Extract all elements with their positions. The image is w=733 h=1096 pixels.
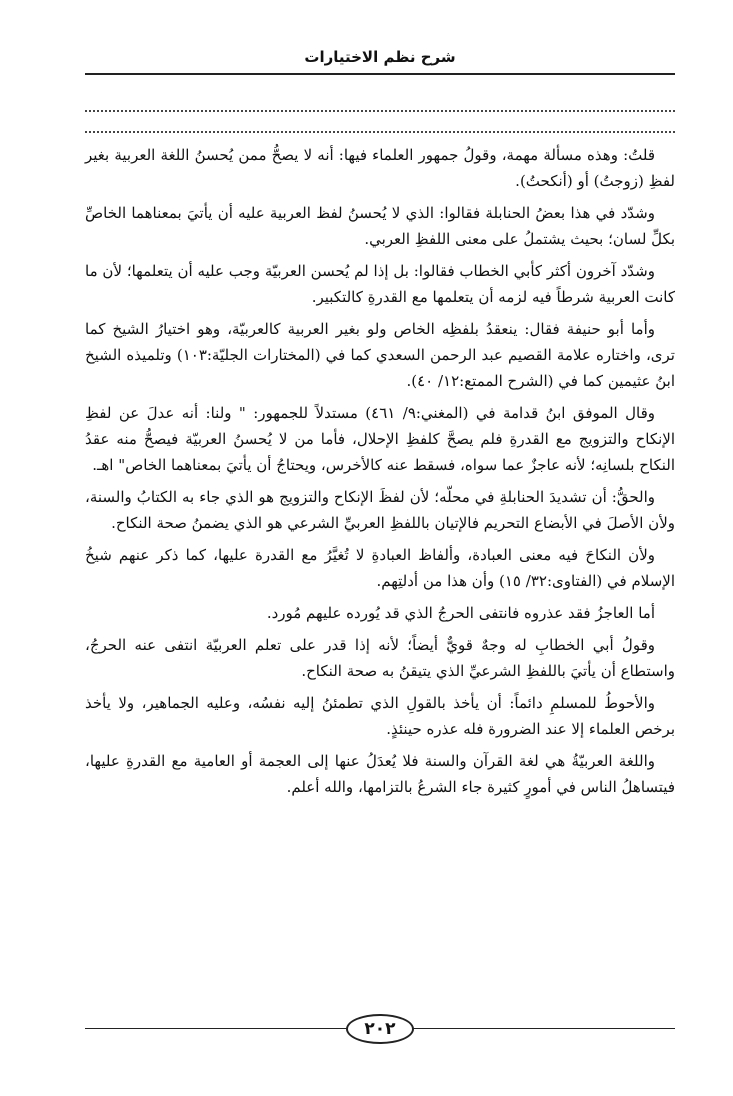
paragraph: والأحوطُ للمسلمِ دائماً: أن يأخذ بالقولِ الذي تطمئنُ إليه نفسُه، وعليه الجماهير، ولا يأخذ برخص العلماء إلا عند الضرورة فله عذره حينئذٍ. xyxy=(85,694,675,738)
paragraph: وشدّد آخرون أكثر كأبي الخطاب فقالوا: بل إذا لم يُحسن العربيّة وجب عليه أن يتعلمها؛ لأن ما كانت العربية شرطاً فيه لزمه أن يتعلمها مع القدرةِ كالتكبير. xyxy=(85,262,675,306)
page-footer xyxy=(85,1014,675,1044)
paragraph: وقولُ أبي الخطابِ له وجهٌ قويٌّ أيضاً؛ لأنه إذا قدر على تعلم العربيّة انتفى عنه الحرجُ، واستطاع أن يأتيَ باللفظِ الشرعيِّ الذي يتيقنُ به صحة النكاح. xyxy=(85,636,675,680)
paragraph: والحقُّ: أن تشديدَ الحنابلةِ في محلّه؛ لأن لفظَ الإنكاح والتزويج هو الذي جاء به الكتابُ والسنة، ولأن الأصلَ في الأبضاع التحريم فالإتيان باللفظِ العربيِّ الشرعي هو الذي يضمنُ صحة النكاح. xyxy=(85,488,675,532)
page-body xyxy=(85,142,675,806)
paragraph: قلتُ: وهذه مسألة مهمة، وقولُ جمهور العلماء فيها: أنه لا يصحُّ ممن يُحسنُ اللغة العربية بغير لفظِ (زوجتُ) أو (أنكحتُ). xyxy=(85,146,675,190)
paragraph: واللغة العربيّةُ هي لغة القرآن والسنة فلا يُعدَلُ عنها إلى العجمة أو العامية مع القدرةِ عليها، فيتساهلُ الناس في أمورٍ كثيرة جاء الشرعُ بالتزامها، والله أعلم. xyxy=(85,752,675,796)
header-rule xyxy=(85,73,675,75)
page-number: ٢٠٢ xyxy=(346,1014,414,1044)
dotted-line xyxy=(85,110,675,112)
running-header: شرح نظم الاختيارات xyxy=(304,48,456,66)
paragraph: وشدّد في هذا بعضُ الحنابلة فقالوا: الذي لا يُحسنُ لفظ العربية عليه أن يأتيَ بمعناهما الخاصِّ بكلِّ لسان؛ بحيث يشتملُ على معنى اللفظِ العربي. xyxy=(85,204,675,248)
paragraph: وقال الموفق ابنُ قدامة في (المغني:٩/ ٤٦١) مستدلاً للجمهور: " ولنا: أنه عدلَ عن لفظِ الإنكاح والتزويج مع القدرةِ فلم يصحَّ كلفظِ الإحلال، فأما من لا يُحسنُ العربيّة فيصحُّ منه عقدُ النكاح بلسانِه؛ لأنه عاجزٌ عما سواه، فسقط عنه كالأخرس، ويحتاجُ أن يأتيَ بمعناهما الخاص" اهـ. xyxy=(85,404,675,474)
dotted-line xyxy=(85,131,675,133)
paragraph: أما العاجزُ فقد عذروه فانتفى الحرجُ الذي قد يُورده عليهم مُورد. xyxy=(266,604,655,622)
paragraph: وأما أبو حنيفة فقال: ينعقدُ بلفظِه الخاص ولو بغير العربية كالعربيّة، وهو اختيارُ الشيخ كما ترى، واختاره علامة القصيم عبد الرحمن السعدي كما في (المختارات الجليّة:١٠٣) وتلميذه الشيخ ابنُ عثيمين كما في (الشرح الممتع:١٢/ ٤٠). xyxy=(85,320,675,390)
paragraph: ولأن النكاحَ فيه معنى العبادة، وألفاظ العبادةِ لا تُغيَّرُ مع القدرة عليها، كما ذكر عنهم شيخُ الإسلام في (الفتاوى:٣٢/ ١٥) وأن هذا من أدلتِهم. xyxy=(85,546,675,590)
